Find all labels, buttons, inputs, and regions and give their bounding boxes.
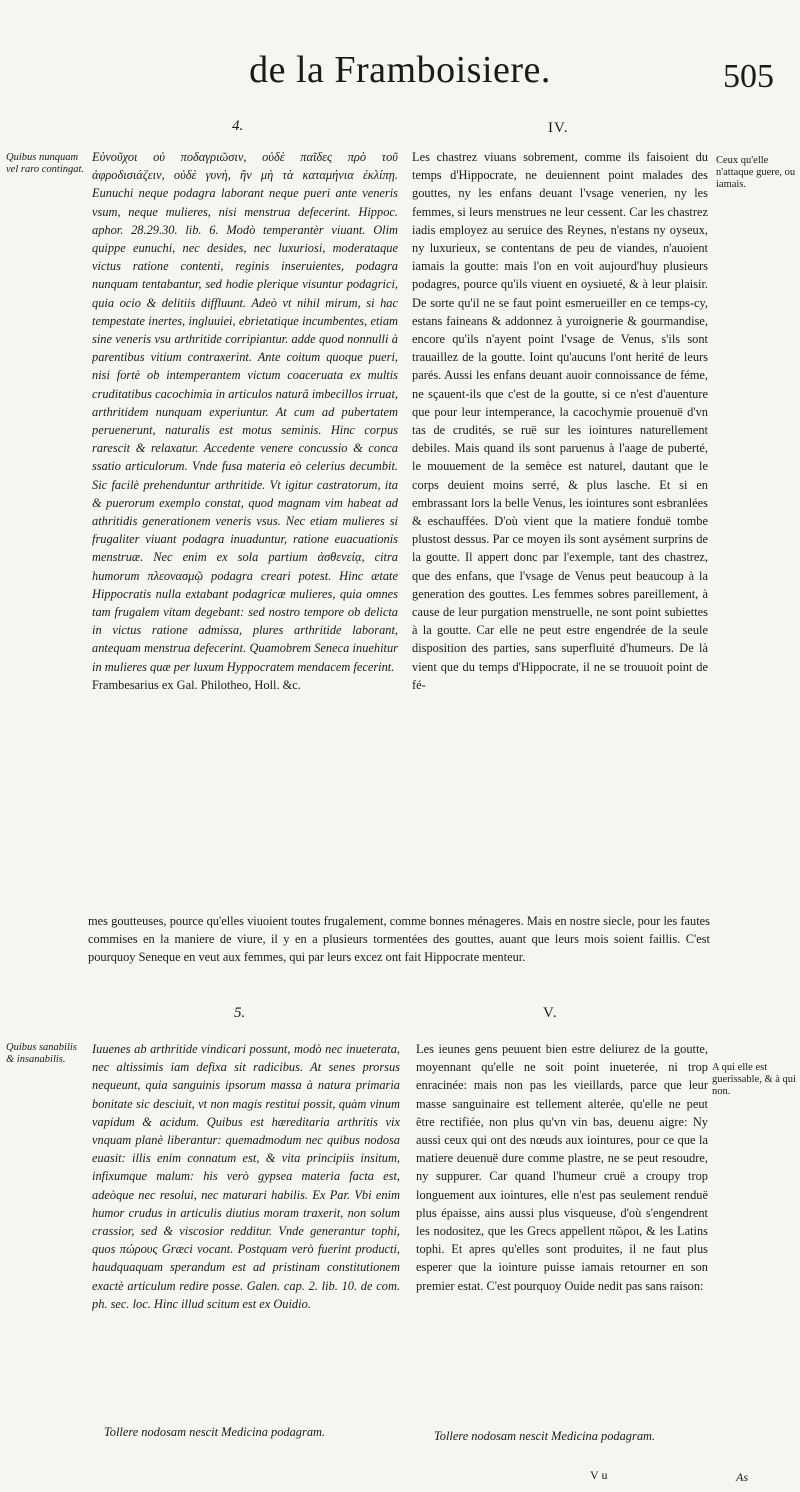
latin-section-number: 5. [234, 1005, 246, 1021]
french-column [412, 148, 708, 911]
french-verse: Tollere nodosam nescit Medicina podagram. [434, 1429, 656, 1443]
latin-section-number: 4. [232, 118, 244, 134]
latin-paragraph: Εὐνοῦχοι οὐ ποδαγριῶσιν, οὐδὲ παῖδες πρὸ τοῦ ἀφροδισιάζειν, οὐδὲ γυνὴ, ἢν μὴ τὰ καταμήνια ἐκλίπῃ. Eunuchi neque podagra laborant neque pueri ante veneris vsum, neque mulieres, nisi menstrua defecerint. Hippoc. aphor. 28.29.30. lib. 6. Modò temperantèr viuant. Olim quippe eunuchi, nec desides, nec luxuriosi, moderataque victus ratione contenti, reginis inseruientes, podagra nunquam tentabantur, sed hodie plerique visuntur podagrici, quia ocio & delitiis diffluunt. Adeò vt nihil mirum, si hac tempestate inertes, ingluuiei, ebrietatique incumbentes, etiam sine veneris vsu arthritide corripiantur. adde quod nonnulli à parentibus vitium contraxerint. Ante coitum quoque pueri, nisi fortè ob intemperantem victum coaceruata ex multis cruditatibus cacochimia in articulos naturâ imbecillos irruat, arthritidem nunquam experiuntur. At cum ad pubertatem peruenerunt, naturalis est motus seminis. Hinc corpus rarescit & relaxatur. Accedente venere concussio & conca ssatio articulorum. Vnde fusa materia eò celerius decumbit. Sic facilè prehenduntur arthritide. Vt igitur castratorum, ita & puerorum exemplo constat, quod magnam vim habeat ad athritidis generationem veneris vsus. Nec etiam mulieres si frugaliter viuant podagra inuaduntur, ratione euacuationis menstruæ. Nec enim ex sola partium ἀσθενείᾳ, citra humorum πλεονασμῷ podagra creari potest. Hinc ætate Hippocratis nulla extabant podagricæ mulieres, quia omnes tam frugalem vitam degebant: sed nostro tempore ob delicta in victus ratione admissa, plures arthritide laborant, antequam menstrua defecerint. Quamobrem Seneca inuehitur in mulieres quæ per luxum Hyppocratem mendacem fecerint. [92, 150, 398, 674]
right-margin-note: A qui elle est guerissable, & à qui non. [712, 1062, 796, 1097]
french-section-number: IV. [548, 120, 569, 136]
latin-citation: Frambesarius ex Gal. Philotheo, Holl. &c. [92, 677, 301, 692]
latin-column [92, 1040, 400, 1418]
french-full-width-text [88, 912, 710, 988]
left-margin-note: Quibus sanabilis & insanabilis. [6, 1042, 77, 1065]
catchword: As [736, 1470, 748, 1484]
latin-paragraph: Iuuenes ab arthritide vindicari possunt, modò nec inueterata, nec altissimis iam defixa sit radicibus. At senes prorsus nequeunt, quia sanguinis ipsorum massa à natura primaria bonitate sic desciuit, vt non magis restitui possit, quàm vinum vapidum & acidum. Quibus est hæreditaria arthritis vix vnquam planè liberantur: quemadmodum nec quibus nodosa euasit: illis enim connatum est, & vita principiis insitum, infixumque malum: his verò gypsea materia facta est, adeòque nec resolui, nec maturari habilis. Ex Par. Vbi enim humor crudus in articulis diutius moram traxerit, non solum crassior, sed & viscosior redditur. Vnde generantur tophi, quos πώρους Græci vocant. Postquam verò fuerint producti, haudquaquam sperandum est ad pristinam constitutionem exactè articulum redire posse. Galen. cap. 2. lib. 10. de com. ph. sec. loc. Hinc illud scitum est ex Ouidio. [92, 1042, 400, 1311]
latin-column [92, 148, 398, 893]
page-number: 505 [723, 58, 774, 95]
running-title: de la Framboisiere. [249, 49, 551, 91]
signature-mark: V u [590, 1468, 608, 1482]
french-section-number: V. [543, 1005, 558, 1021]
french-paragraph: Les chastrez viuans sobrement, comme ils faisoient du temps d'Hippocrate, ne deuiennent point malades des gouttes, ny les enfans deuant l'vsage venerien, ny les femmes, si leurs menstrues ne leur cessent. Car les chastrez iadis employez au seruice des Reynes, n'estans ny oyseux, ny luxurieux, se contentans de peu de viandes, n'auoient iamais la goutte: mais l'on en voit aujourd'huy plusieurs podagres, pource qu'ils viuent en oysiueté, & à leur plaisir. De sorte qu'il ne se faut point esmerueiller en ce temps-cy, estans faineans & addonnez à yuroignerie & gourmandise, encore qu'ils n'ayent point l'vsage de Venus, s'ils sont trauaillez de la goutte. Ioint qu'aucuns l'ont herité de leurs parés. Aussi les enfans deuant auoir connoissance de féme, ne sçauent-ils que c'est de la goutte, si ce n'est d'auenture que pour leur intemperance, la cacochymie prouenuë d'vn tas de crudités, se ruë sur les iointures naturellement debiles. Mais quand ils sont paruenus à l'aage de puberté, le mouuement de la semèce est naturel, dautant que le corps deuient moins serré, & plus lasche. Et si en embrassant lors la belle Venus, les iointures sont esbranlées & eschauffées. D'où vient que la matiere fonduë tombe plustost dessus. Par ce moyen ils sont aysément surprins de la goutte. Il appert donc par l'exemple, tant des chastrez, que des enfans, que l'vsage de Venus peut beaucoup à la generation des gouttes. Les femmes sobres pareillement, à cause de leur purgation menstruelle, ne sont point subiettes à la goutte. Car elle ne peut estre engendrée de la seule disposition des parties, sans superfluité d'humeurs. De là vient que du temps d'Hippocrate, il ne se trouuoit point de fé- [412, 150, 708, 692]
french-paragraph: Les ieunes gens peuuent bien estre deliurez de la goutte, moyennant qu'elle ne soit point inueterée, ni trop enracinée: mais non pas les vieillards, parce que leur masse sanguinaire est tellement alterée, qu'elle ne peut être rectifiée, non plus qu'vn vin bas, deuenu aigre: Ny aussi ceux qui ont des nœuds aux iointures, pour ce que la matiere deuenuë dure comme plastre, ne se peut resoudre, ny suppurer. Car quand l'humeur cruë a croupy trop longuement aux iointures, elle n'est pas seulement renduë plus épaisse, ains aussi plus visqueuse, d'où s'engendrent les nodositez, que les Grecs appellent πῶροι, & les Latins tophi. Et apres qu'elles sont produites, il ne faut plus esperer que la iointure puisse iamais retourner en son premier estat. C'est pourquoy Ouide nedit pas sans raison: [416, 1042, 708, 1293]
right-margin-note: Ceux qu'elle n'attaque guere, ou iamais. [716, 155, 796, 190]
left-margin-note: Quibus nunquam vel raro contingat. [6, 152, 85, 175]
french-continuation: mes goutteuses, pource qu'elles viuoient toutes frugalement, comme bonnes ménageres. Mais en nostre siecle, pour les fautes commises en la maniere de viure, il y en a plusieurs tormentées des gouttes, auant que leurs mois soient faillis. C'est pourquoy Seneque en veut aux femmes, qui par leurs excez ont fait Hippocrate menteur. [88, 914, 710, 965]
latin-verse: Tollere nodosam nescit Medicina podagram. [104, 1425, 326, 1439]
french-column [416, 1040, 708, 1420]
